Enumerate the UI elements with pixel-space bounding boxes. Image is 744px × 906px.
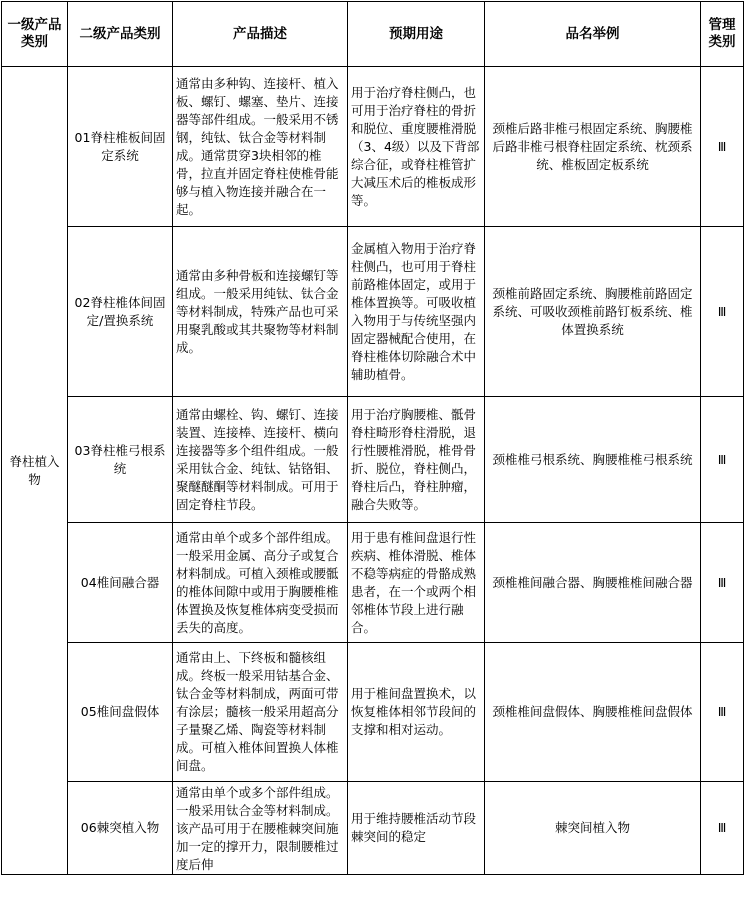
- product-examples: 颈椎后路非椎弓根固定系统、胸腰椎后路非椎弓根脊柱固定系统、枕颈系统、椎板固定板系统: [485, 67, 701, 227]
- table-row: [2, 782, 744, 875]
- level2-category: 05椎间盘假体: [68, 643, 173, 782]
- header-mgmt-class: 管理类别: [701, 2, 744, 67]
- table-row: [2, 67, 744, 227]
- product-examples: 棘突间植入物: [485, 782, 701, 875]
- intended-use: 用于维持腰椎活动节段棘突间的稳定: [351, 811, 477, 844]
- product-examples: 颈椎椎间盘假体、胸腰椎椎间盘假体: [485, 643, 701, 782]
- product-description: 通常由螺栓、钩、螺钉、连接装置、连接棒、连接杆、横向连接器等多个组件组成。一般采用钛合金、纯钛、钴铬钼、聚醚醚酮等材料制成。可用于固定脊柱节段。: [176, 406, 339, 512]
- intended-use: 用于治疗胸腰椎、骶骨脊柱畸形脊柱滑脱，退行性腰椎滑脱，椎骨骨折、脱位，脊柱侧凸，脊柱后凸，脊柱肿瘤，融合失败等。: [351, 406, 477, 512]
- product-classification-table: [1, 1, 744, 875]
- product-description: 通常由多种钩、连接杆、植入板、螺钉、螺塞、垫片、连接器等部件组成。一般采用不锈钢，纯钛、钛合金等材料制成。通常贯穿3块相邻的椎骨，拉直并固定脊柱使椎骨能够与植入物连接并融合在一起。: [176, 75, 339, 217]
- level1-category-cell: 脊柱植入物: [2, 67, 68, 875]
- table-header-row: [2, 2, 744, 67]
- table-row: [2, 643, 744, 782]
- product-description: 通常由单个或多个部件组成。一般采用钛合金等材料制成。该产品可用于在腰椎棘突间施加一定的撑开力，限制腰椎过度后伸: [176, 785, 339, 872]
- product-description: 通常由多种骨板和连接螺钉等组成。一般采用纯钛、钛合金等材料制成，特殊产品也可采用聚乳酸或其共聚物等材料制成。: [176, 267, 339, 355]
- management-class: Ⅲ: [701, 643, 744, 782]
- product-examples: 颈椎前路固定系统、胸腰椎前路固定系统、可吸收颈椎前路钉板系统、椎体置换系统: [485, 227, 701, 397]
- header-examples: 品名举例: [485, 2, 701, 67]
- header-level2: 二级产品类别: [68, 2, 173, 67]
- table-row: [2, 227, 744, 397]
- level2-category: 02脊柱椎体间固定/置换系统: [68, 227, 173, 397]
- table-row: [2, 523, 744, 643]
- intended-use: 金属植入物用于治疗脊柱侧凸，也可用于脊柱前路椎体固定，或用于椎体置换等。可吸收植入物用于与传统坚强内固定器械配合使用，在脊柱椎体切除融合术中辅助植骨。: [351, 240, 477, 382]
- level2-category: 04椎间融合器: [68, 523, 173, 643]
- management-class: Ⅲ: [701, 782, 744, 875]
- product-examples: 颈椎椎弓根系统、胸腰椎椎弓根系统: [485, 397, 701, 523]
- header-level1: 一级产品类别: [2, 2, 68, 67]
- management-class: Ⅲ: [701, 67, 744, 227]
- product-description: 通常由单个或多个部件组成。一般采用金属、高分子或复合材料制成。可植入颈椎或腰骶的椎体间隙中或用于胸腰椎椎体置换及恢复椎体病变受损而丢失的高度。: [176, 529, 339, 635]
- header-intended-use: 预期用途: [348, 2, 485, 67]
- intended-use: 用于患有椎间盘退行性疾病、椎体滑脱、椎体不稳等病症的骨骼成熟患者，在一个或两个相邻椎体节段上进行融合。: [351, 529, 477, 635]
- product-description: 通常由上、下终板和髓核组成。终板一般采用钴基合金、钛合金等材料制成，两面可带有涂层；髓核一般采用超高分子量聚乙烯、陶瓷等材料制成。可植入椎体间置换人体椎间盘。: [176, 650, 339, 773]
- management-class: Ⅲ: [701, 397, 744, 523]
- table-row: [2, 397, 744, 523]
- management-class: Ⅲ: [701, 523, 744, 643]
- header-description: 产品描述: [173, 2, 348, 67]
- level2-category: 03脊柱椎弓根系统: [68, 397, 173, 523]
- intended-use: 用于治疗脊柱侧凸，也可用于治疗脊柱的骨折和脱位、重度腰椎滑脱（3、4级）以及下背部综合征，或脊柱椎管扩大减压术后的椎板成形等。: [351, 84, 480, 208]
- product-examples: 颈椎椎间融合器、胸腰椎椎间融合器: [485, 523, 701, 643]
- intended-use: 用于椎间盘置换术，以恢复椎体相邻节段间的支撑和相对运动。: [351, 686, 477, 737]
- level2-category: 06棘突植入物: [68, 782, 173, 875]
- level2-category: 01脊柱椎板间固定系统: [68, 67, 173, 227]
- management-class: Ⅲ: [701, 227, 744, 397]
